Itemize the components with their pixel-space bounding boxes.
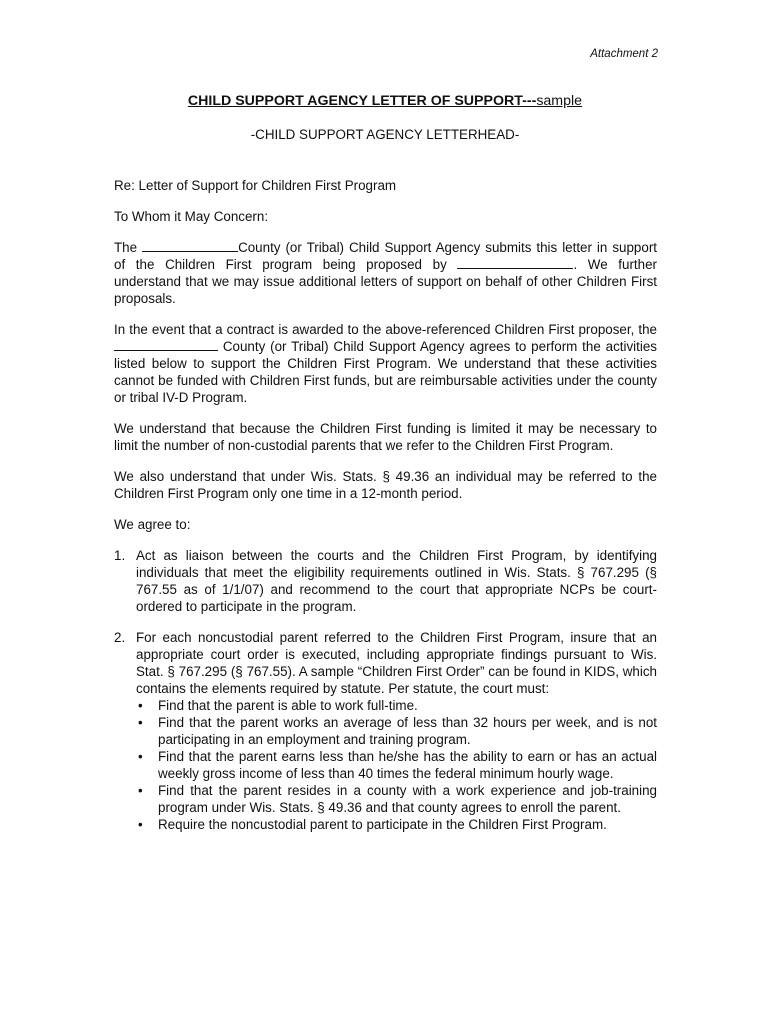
paragraph-1 (114, 239, 657, 307)
para2-b: County (or Tribal) Child Support Agency agrees to perform the activities listed below to support the Children First Program. We understand that these activities cannot be funded with Children First funds, but are reimbursable activities under the county or tribal IV-D Program. (114, 339, 657, 405)
attachment-label: Attachment 2 (590, 48, 658, 60)
bullet-icon: • (138, 783, 143, 798)
item-number: 2. (114, 630, 126, 645)
letter-body (114, 177, 657, 847)
bullet-item (136, 714, 657, 748)
salutation: To Whom it May Concern: (114, 209, 269, 224)
bullet-icon: • (138, 749, 143, 764)
bullet-item (136, 748, 657, 782)
title-sample: sample (536, 93, 583, 109)
agree-heading: We agree to: (114, 517, 191, 532)
item-text: Act as liaison between the courts and the Children First Program, by identifying individuals that meet the eligibility requirements outlined in Wis. Stats. § 767.295 (§ 767.55 as of 1/1/07) and recommend to the court that appropriate NCPs be court-ordered to participate in the program. (136, 548, 657, 614)
title-bold: CHILD SUPPORT AGENCY LETTER OF SUPPORT--- (187, 93, 537, 109)
letterhead-placeholder: -CHILD SUPPORT AGENCY LETTERHEAD- (250, 127, 520, 142)
paragraph-4: We also understand that under Wis. Stats. § 49.36 an individual may be referred to the Children First Program only one time in a 12-month period. (114, 469, 657, 501)
re-line: Re: Letter of Support for Children First Program (114, 178, 397, 193)
court-requirements-list (136, 697, 657, 833)
bullet-text: Require the noncustodial parent to participate in the Children First Program. (158, 817, 607, 832)
bullet-text: Find that the parent is able to work full-time. (158, 698, 418, 713)
para1-a: The (114, 240, 143, 255)
bullet-icon: • (138, 715, 143, 730)
bullet-icon: • (138, 698, 143, 713)
county-blank-2 (114, 338, 218, 351)
item-text: For each noncustodial parent referred to the Children First Program, insure that an appropriate court order is executed, including appropriate findings pursuant to Wis. Stat. § 767.295 (§ 767.55). A sample “Children First Order” can be found in KIDS, which contains the elements required by statute. Per statute, the court must: (136, 630, 657, 696)
bullet-item (136, 697, 657, 714)
list-item (114, 547, 657, 615)
bullet-item (136, 782, 657, 816)
paragraph-3: We understand that because the Children First funding is limited it may be necessary to limit the number of non-custodial parents that we refer to the Children First Program. (114, 421, 657, 453)
letter-title (0, 93, 770, 110)
bullet-text: Find that the parent resides in a county with a work experience and job-training program under Wis. Stats. § 49.36 and that county agrees to enroll the parent. (158, 783, 657, 815)
proposer-blank (457, 256, 573, 269)
paragraph-2 (114, 321, 657, 406)
bullet-text: Find that the parent works an average of less than 32 hours per week, and is not participating in an employment and training program. (158, 715, 657, 747)
bullet-item (136, 816, 657, 833)
bullet-icon: • (138, 817, 143, 832)
item-number: 1. (114, 548, 126, 563)
para1-c: . We further understand that we may issue additional letters of support on behalf of other Children First proposals. (114, 257, 657, 306)
agreement-list (114, 547, 657, 833)
county-blank-1 (142, 239, 238, 252)
list-item (114, 629, 657, 833)
bullet-text: Find that the parent earns less than he/she has the ability to earn or has an actual weekly gross income of less than 40 times the federal minimum hourly wage. (158, 749, 657, 781)
para1-b: County (or Tribal) Child Support Agency submits this letter in support of the Children First program being proposed by (114, 240, 658, 272)
para2-a: In the event that a contract is awarded to the above-referenced Children First proposer, the (114, 322, 657, 337)
